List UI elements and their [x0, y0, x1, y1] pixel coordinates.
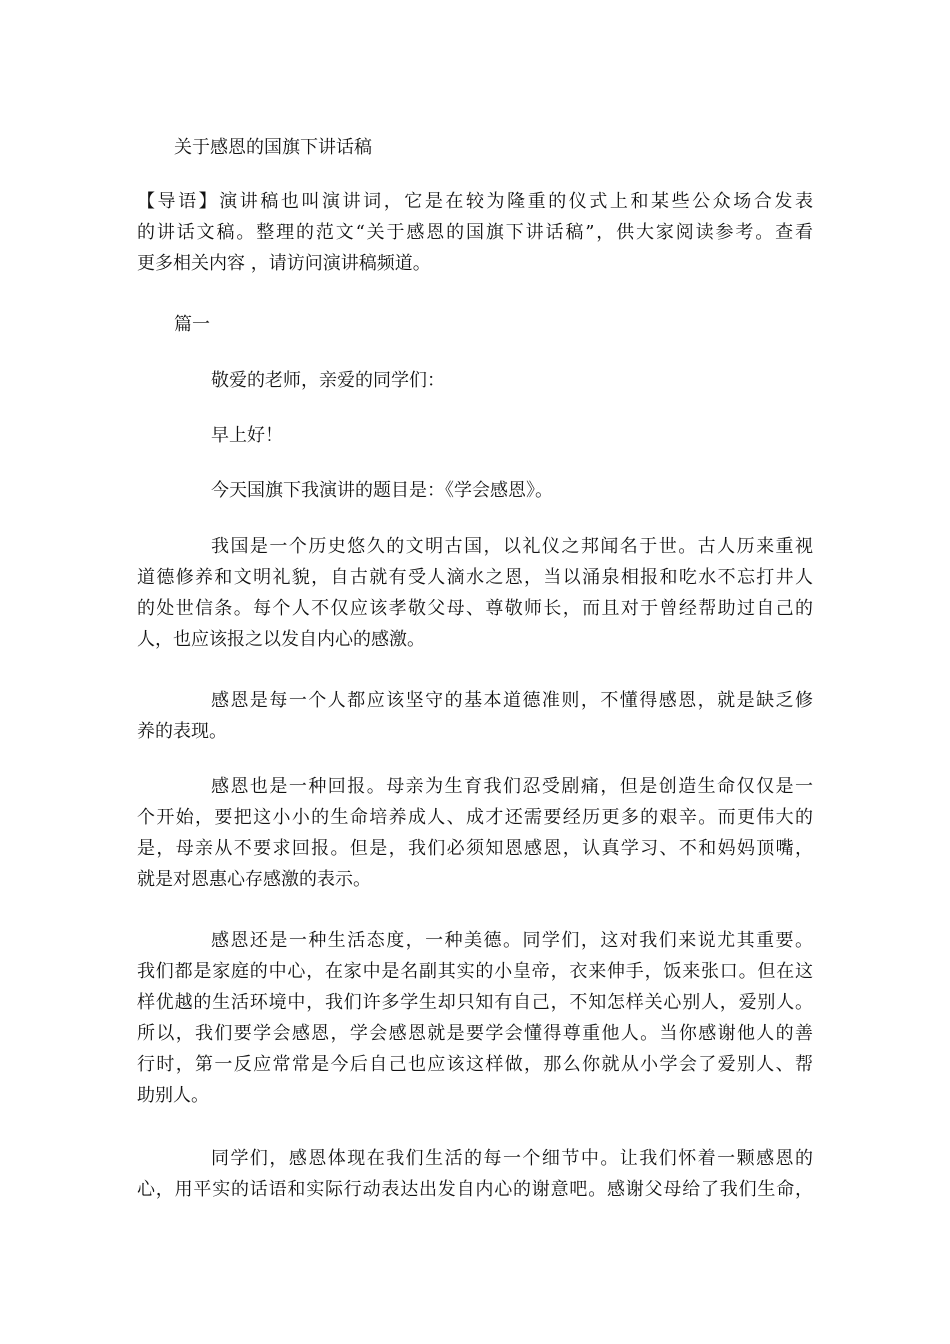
section-heading-text: 篇一	[174, 314, 210, 335]
body-paragraph-3	[137, 771, 813, 895]
body-paragraph-5	[137, 1143, 813, 1205]
paragraph-line: 样优越的生活环境中，我们许多学生却只知有自己，不知怎样关心别人，爱别人。	[137, 992, 813, 1013]
paragraph-line: 行时，第一反应常常是今后自己也应该这样做，那么你就从小学会了爱别人、帮	[137, 1054, 813, 1075]
paragraph-line: 感恩也是一种回报。母亲为生育我们忍受剧痛，但是创造生命仅仅是一	[211, 776, 813, 797]
intro-line: 【导语】演讲稿也叫演讲词，它是在较为隆重的仪式上和某些公众场合发表	[137, 191, 813, 212]
paragraph-line: 同学们，感恩体现在我们生活的每一个细节中。让我们怀着一颗感恩的	[211, 1148, 813, 1169]
paragraph-line: 个开始，要把这小小的生命培养成人、成才还需要经历更多的艰辛。而更伟大的	[137, 807, 813, 828]
intro-paragraph	[137, 186, 813, 279]
paragraph-line: 我国是一个历史悠久的文明古国，以礼仪之邦闻名于世。古人历来重视	[211, 536, 813, 557]
paragraph-line: 感恩还是一种生活态度，一种美德。同学们，这对我们来说尤其重要。	[211, 930, 813, 951]
greeting-text: 早上好！	[211, 425, 283, 446]
paragraph-line: 助别人。	[137, 1085, 209, 1106]
paragraph-line: 的处世信条。每个人不仅应该孝敬父母、尊敬师长，而且对于曾经帮助过自己的	[137, 598, 813, 619]
topic-line-text: 今天国旗下我演讲的题目是：《学会感恩》。	[211, 480, 553, 501]
document-title	[137, 132, 813, 163]
paragraph-line: 人，也应该报之以发自内心的感激。	[137, 629, 425, 650]
salutation-text: 敬爱的老师，亲爱的同学们：	[211, 370, 445, 391]
paragraph-line: 养的表现。	[137, 721, 227, 742]
paragraph-line: 我们都是家庭的中心，在家中是名副其实的小皇帝，衣来伸手，饭来张口。但在这	[137, 961, 813, 982]
paragraph-line: 心，用平实的话语和实际行动表达出发自内心的谢意吧。感谢父母给了我们生命，	[137, 1179, 813, 1200]
intro-line: 更多相关内容 ，请访问演讲稿频道。	[137, 253, 431, 274]
paragraph-line: 就是对恩惠心存感激的表示。	[137, 869, 371, 890]
paragraph-line: 感恩是每一个人都应该坚守的基本道德准则，不懂得感恩，就是缺乏修	[211, 690, 813, 711]
title-text: 关于感恩的国旗下讲话稿	[174, 137, 372, 158]
paragraph-line: 所以，我们要学会感恩，学会感恩就是要学会懂得尊重他人。当你感谢他人的善	[137, 1023, 813, 1044]
paragraph-line: 是，母亲从不要求回报。但是，我们必须知恩感恩，认真学习、不和妈妈顶嘴，	[137, 838, 813, 859]
greeting	[137, 420, 813, 451]
body-paragraph-2	[137, 685, 813, 747]
intro-line: 的讲话文稿。整理的范文“关于感恩的国旗下讲话稿”，供大家阅读参考。查看	[137, 222, 813, 243]
topic-line	[137, 475, 813, 506]
salutation	[137, 365, 813, 396]
body-paragraph-4	[137, 925, 813, 1111]
paragraph-line: 道德修养和文明礼貌，自古就有受人滴水之恩，当以涌泉相报和吃水不忘打井人	[137, 567, 813, 588]
body-paragraph-1	[137, 531, 813, 655]
section-heading	[137, 309, 813, 340]
